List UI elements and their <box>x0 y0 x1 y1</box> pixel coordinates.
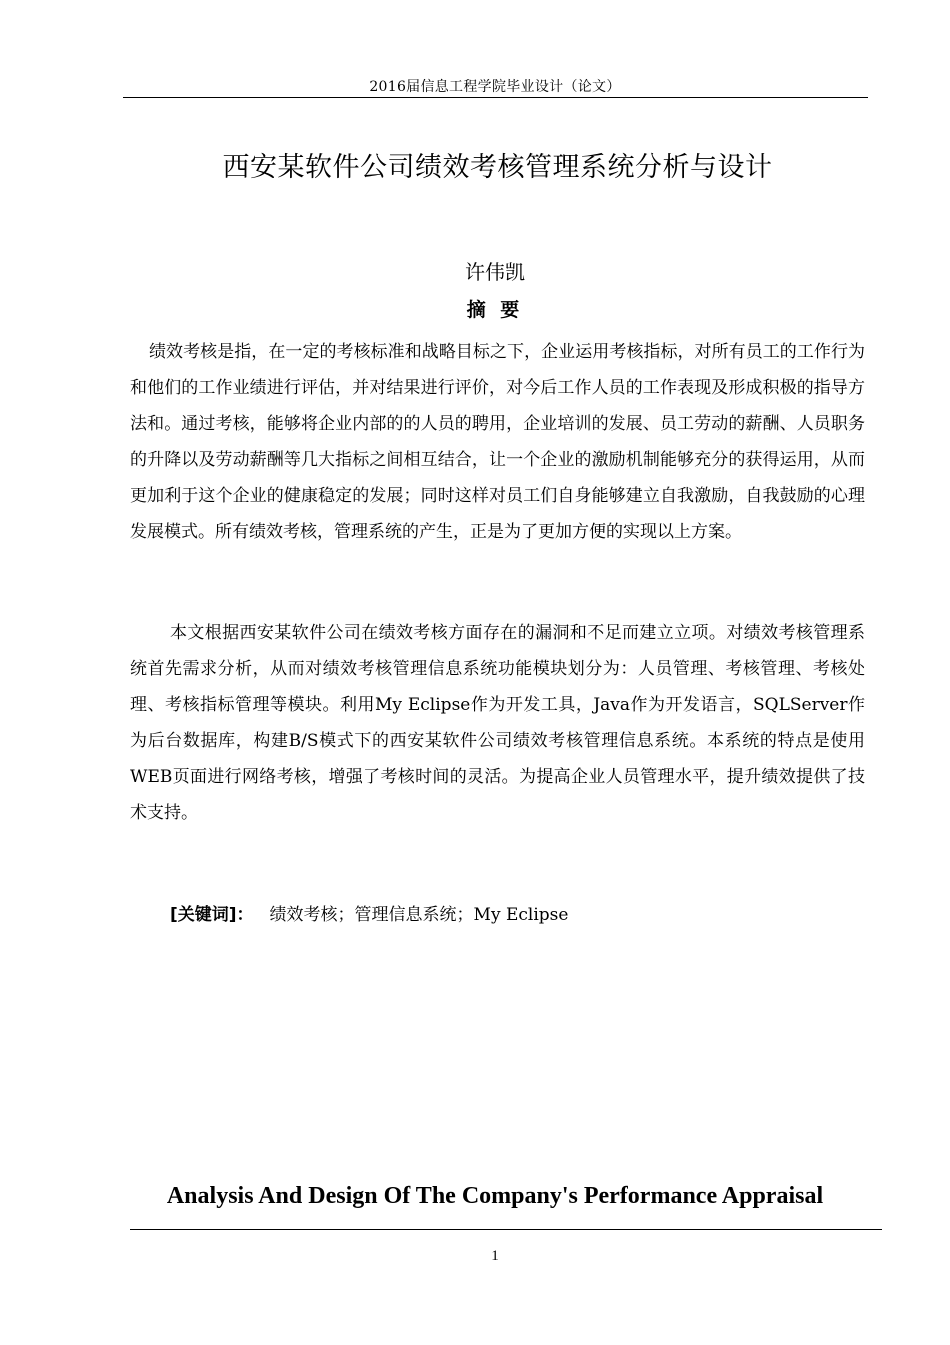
keywords-line <box>170 900 568 925</box>
footer-divider <box>130 1229 882 1230</box>
page-number: 1 <box>491 1248 499 1264</box>
abstract-heading: 摘 要 <box>466 299 524 321</box>
keywords-value: 绩效考核；管理信息系统；My Eclipse <box>269 905 569 925</box>
header-divider <box>123 97 868 98</box>
keywords-label: [关键词]： <box>170 905 254 925</box>
document-title: 西安某软件公司绩效考核管理系统分析与设计 <box>222 152 773 183</box>
author-name: 许伟凯 <box>465 260 525 284</box>
abstract-paragraph-1: 绩效考核是指，在一定的考核标准和战略目标之下，企业运用考核指标，对所有员工的工作行为和他们的工作业绩进行评估，并对结果进行评价，对今后工作人员的工作表现及形成积极的指导方法和。通过考核，能够将企业内部的的人员的聘用，企业培训的发展、员工劳动的薪酬、人员职务的升降以及劳动薪酬等几大指标之间相互结合，让一个企业的激励机制能够充分的获得运用，从而更加利于这个企业的健康稳定的发展；同时这样对员工们自身能够建立自我激励，自我鼓励的心理发展模式。所有绩效考核，管理系统的产生，正是为了更加方便的实现以上方案。 <box>130 342 865 542</box>
abstract-paragraph-2: 本文根据西安某软件公司在绩效考核方面存在的漏洞和不足而建立立项。对绩效考核管理系统首先需求分析，从而对绩效考核管理信息系统功能模块划分为：人员管理、考核管理、考核处理、考核指标管理等模块。利用My Eclipse作为开发工具，Java作为开发语言，SQLServer作为后台数据库，构建B/S模式下的西安某软件公司绩效考核管理信息系统。本系统的特点是使用WEB页面进行网络考核，增强了考核时间的灵活。为提高企业人员管理水平，提升绩效提供了技术支持。 <box>130 623 865 823</box>
running-header: 2016届信息工程学院毕业设计（论文） <box>369 79 621 95</box>
english-title: Analysis And Design Of The Company's Performance Appraisal <box>166 1183 824 1209</box>
